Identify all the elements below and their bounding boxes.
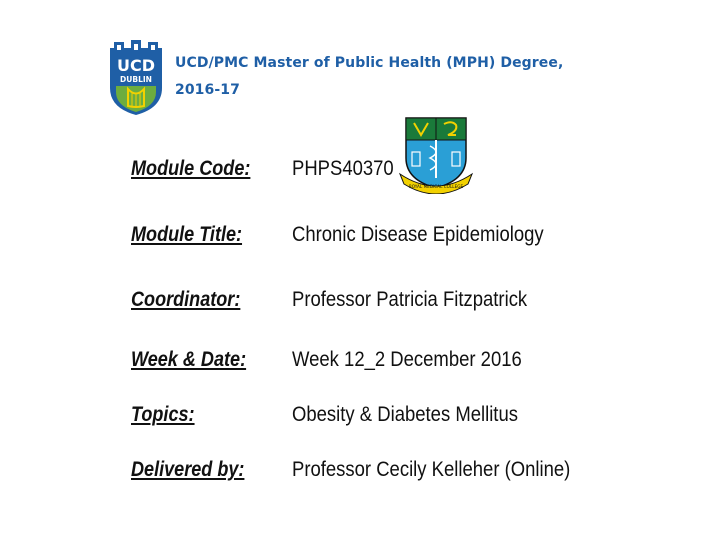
module-title-value: Chronic Disease Epidemiology: [292, 223, 544, 246]
topics-value: Obesity & Diabetes Mellitus: [292, 403, 518, 426]
coordinator-value: Professor Patricia Fitzpatrick: [292, 288, 528, 311]
week-date-value: Week 12_2 December 2016: [292, 348, 522, 371]
crest-motto: ROYAL MEDICAL COLLEGE: [408, 184, 464, 189]
delivered-by-value: Professor Cecily Kelleher (Online): [292, 458, 571, 481]
ucd-logo: [108, 40, 164, 116]
ucd-logo-text: UCD: [116, 56, 156, 75]
ucd-logo-subtext: DUBLIN: [120, 75, 152, 84]
college-crest: [398, 116, 474, 194]
module-title-label: Module Title:: [131, 223, 243, 246]
module-code-value: PHPS40370: [292, 157, 394, 180]
coordinator-label: Coordinator:: [131, 288, 241, 311]
module-code-label: Module Code:: [131, 157, 251, 180]
delivered-by-label: Delivered by:: [131, 458, 245, 481]
program-title: UCD/PMC Master of Public Health (MPH) Degree, 2016-17: [175, 55, 564, 98]
week-date-label: Week & Date:: [131, 348, 247, 371]
topics-label: Topics:: [131, 403, 195, 426]
